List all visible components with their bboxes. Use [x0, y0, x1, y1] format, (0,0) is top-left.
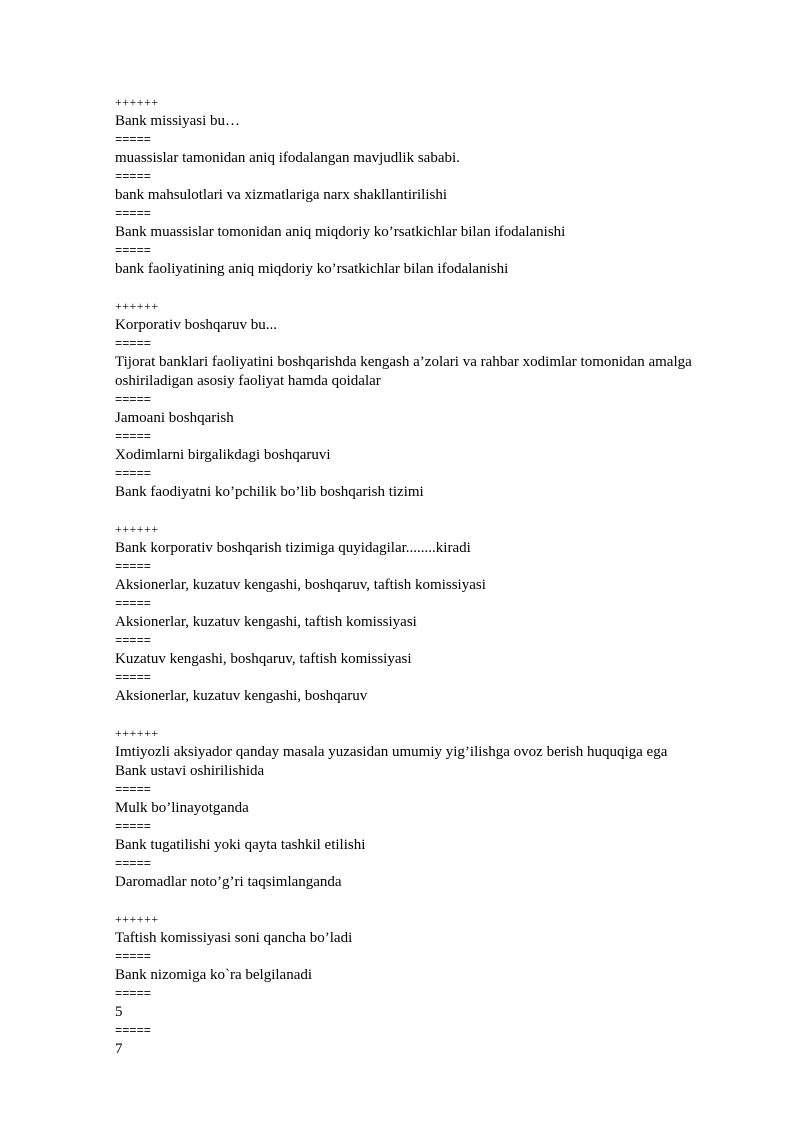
question-block: [115, 297, 755, 502]
option-separator: =====: [115, 634, 152, 648]
option-separator: =====: [115, 133, 152, 147]
question-text: Taftish komissiyasi soni qancha bo’ladi: [115, 930, 353, 946]
question-text: Bank missiyasi bu…: [115, 113, 241, 129]
question-marker: ++++++: [115, 522, 159, 536]
question-block: [115, 724, 755, 892]
option-separator: =====: [115, 671, 152, 685]
option-separator: =====: [115, 393, 152, 407]
question-block: [115, 520, 755, 706]
question-text: Bank ustavi oshirilishida: [115, 763, 265, 779]
answer-option: Aksionerlar, kuzatuv kengashi, boshqaruv, taftish komissiyasi: [115, 577, 486, 593]
answer-option: bank faoliyatining aniq miqdoriy ko’rsatkichlar bilan ifodalanishi: [115, 261, 509, 277]
answer-option: Daromadlar noto’g’ri taqsimlanganda: [115, 874, 342, 890]
option-separator: =====: [115, 857, 152, 871]
question-block: [115, 910, 755, 1059]
option-separator: =====: [115, 430, 152, 444]
option-separator: =====: [115, 820, 152, 834]
answer-option: Bank tugatilishi yoki qayta tashkil etilishi: [115, 837, 366, 853]
option-separator: =====: [115, 597, 152, 611]
answer-option: bank mahsulotlari va xizmatlariga narx shakllantirilishi: [115, 187, 447, 203]
option-separator: =====: [115, 950, 152, 964]
answer-option: muassislar tamonidan aniq ifodalangan mavjudlik sababi.: [115, 150, 460, 166]
answer-option: Kuzatuv kengashi, boshqaruv, taftish komissiyasi: [115, 651, 412, 667]
answer-option: 7: [115, 1041, 123, 1057]
question-text: Bank korporativ boshqarish tizimiga quyidagilar........kiradi: [115, 540, 471, 556]
answer-option: Xodimlarni birgalikdagi boshqaruvi: [115, 447, 331, 463]
answer-option: Aksionerlar, kuzatuv kengashi, boshqaruv: [115, 688, 368, 704]
option-separator: =====: [115, 1024, 152, 1038]
option-separator: =====: [115, 467, 152, 481]
answer-option: Bank nizomiga ko`ra belgilanadi: [115, 967, 313, 983]
option-separator: =====: [115, 170, 152, 184]
question-block: [115, 93, 755, 279]
answer-option: Bank muassislar tomonidan aniq miqdoriy ko’rsatkichlar bilan ifodalanishi: [115, 224, 566, 240]
answer-option: Mulk bo’linayotganda: [115, 800, 249, 816]
question-marker: ++++++: [115, 726, 159, 740]
option-separator: =====: [115, 244, 152, 258]
answer-option: Jamoani boshqarish: [115, 410, 234, 426]
question-text: Korporativ boshqaruv bu...: [115, 317, 278, 333]
question-list: [115, 93, 755, 1059]
answer-option: Aksionerlar, kuzatuv kengashi, taftish komissiyasi: [115, 614, 417, 630]
question-text: Imtiyozli aksiyador qanday masala yuzasidan umumiy yig’ilishga ovoz berish huquqiga ega: [115, 744, 668, 760]
option-separator: =====: [115, 560, 152, 574]
question-marker: ++++++: [115, 912, 159, 926]
question-marker: ++++++: [115, 95, 159, 109]
option-separator: =====: [115, 207, 152, 221]
answer-option: Bank faodiyatni ko’pchilik bo’lib boshqarish tizimi: [115, 484, 424, 500]
option-separator: =====: [115, 337, 152, 351]
question-marker: ++++++: [115, 299, 159, 313]
answer-option: Tijorat banklari faoliyatini boshqarishda kengash a’zolari va rahbar xodimlar tomonidan amalga: [115, 354, 692, 370]
option-separator: =====: [115, 783, 152, 797]
answer-option: 5: [115, 1004, 123, 1020]
option-separator: =====: [115, 987, 152, 1001]
answer-option: oshiriladigan asosiy faoliyat hamda qoidalar: [115, 373, 381, 389]
